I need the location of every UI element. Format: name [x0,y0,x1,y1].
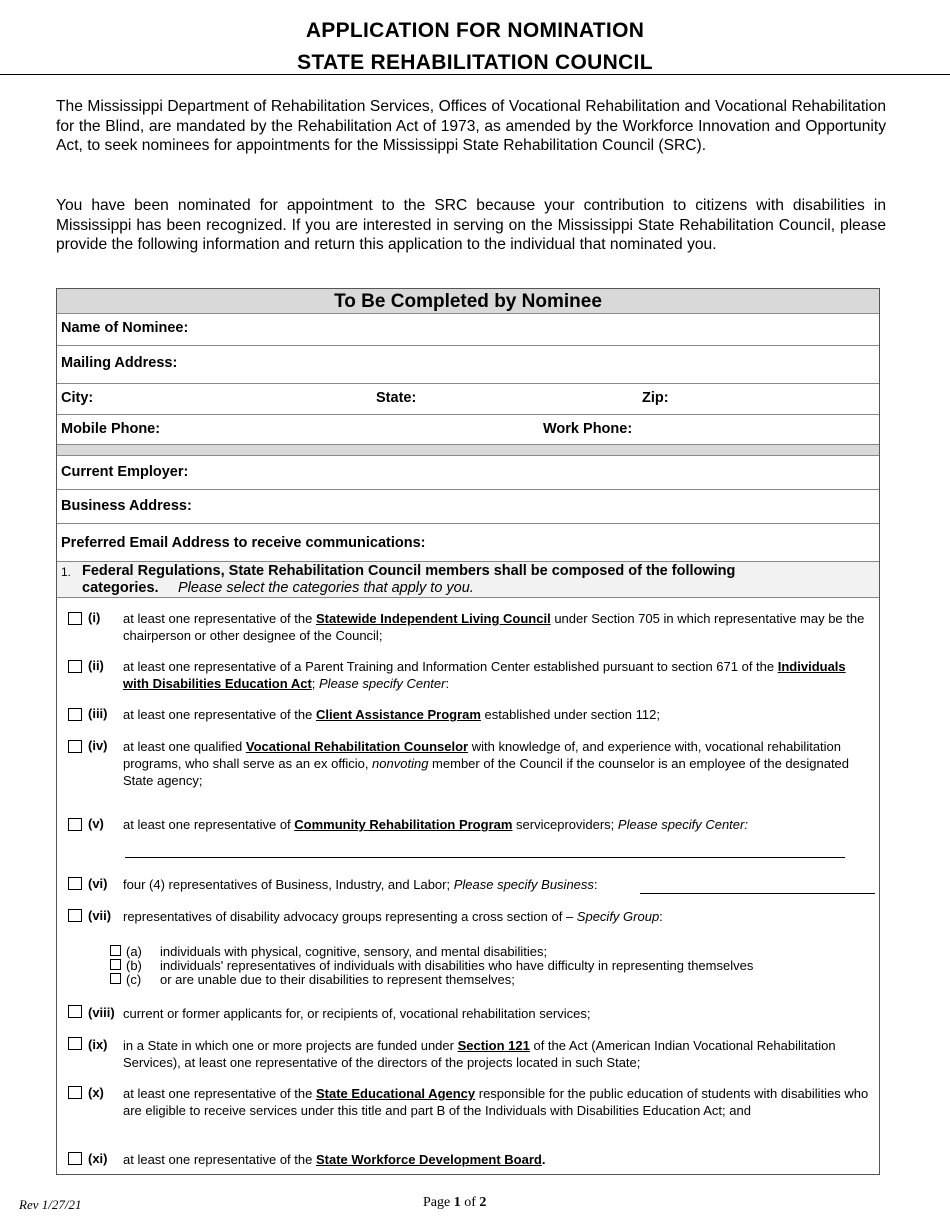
category-i-text [123,610,875,644]
category-vi-italic: Please specify Business [453,877,594,892]
category-vii-post2: : [659,909,663,924]
category-ii-post2: : [445,676,450,691]
category-i-link[interactable]: Statewide Independent Living Council [315,611,551,626]
category-iv-italic: nonvoting [372,756,429,771]
category-x-text [123,1085,875,1119]
page-of: of [464,1195,476,1210]
category-viii-text: current or former applicants for, or recipients of, vocational rehabilitation services; [123,1006,591,1021]
category-xi-number: (xi) [88,1151,108,1166]
checkbox-iv[interactable] [68,740,82,753]
subitem-c-letter: (c) [126,972,142,987]
checkbox-vii-a[interactable] [110,945,121,956]
title-line-2: STATE REHABILITATION COUNCIL [297,51,653,74]
category-iii-text [123,706,875,723]
category-x-number: (x) [88,1085,104,1100]
subitem-a-letter: (a) [126,944,142,959]
zip-label: Zip: [642,390,669,406]
category-ix-text [123,1037,875,1071]
subitem-c-text: or are unable due to their disabilities to represent themselves; [160,972,515,987]
category-ix-number: (ix) [88,1037,108,1052]
category-ix-link[interactable]: Section 121 [457,1038,530,1053]
category-iv-number: (iv) [88,738,108,753]
category-ii-italic: Please specify Center [319,676,446,691]
category-ix-post: of the Act (American Indian Vocational Rehabilitation Services), at least one representative of the directors of the projects located in such State; [123,1038,836,1070]
checkbox-vii[interactable] [68,909,82,922]
section-instruction: Please select the categories that apply to you. [178,580,474,596]
category-iii-link[interactable]: Client Assistance Program [315,707,481,722]
category-v-italic: Please specify Center: [617,817,748,832]
revision-date: Rev 1/27/21 [19,1197,82,1212]
category-iv-post2: member of the Council if the counselor is an employee of the designated State agency; [123,756,850,788]
category-xi-post: . [541,1152,546,1167]
checkbox-ix[interactable] [68,1037,82,1050]
form-heading: To Be Completed by Nominee [57,289,879,314]
mailing-row[interactable] [57,346,879,384]
title-line-1: APPLICATION FOR NOMINATION [305,19,645,42]
category-iii-pre: at least one representative of the [123,707,316,722]
checkbox-viii[interactable] [68,1005,82,1018]
category-ii-text [123,658,875,692]
category-ii-post: ; [311,676,320,691]
checkbox-x[interactable] [68,1086,82,1099]
subitem-a-text: individuals with physical, cognitive, sensory, and mental disabilities; [160,944,548,959]
name-row[interactable] [57,314,879,346]
city-label: City: [61,390,94,406]
email-label: Preferred Email Address to receive communications: [61,535,426,551]
checkbox-vii-c[interactable] [110,973,121,984]
category-i-number: (i) [88,610,101,625]
category-v-link[interactable]: Community Rehabilitation Program [294,817,513,832]
category-v-number: (v) [88,816,104,831]
subitem-b-text: individuals' representatives of individuals with disabilities who have difficulty in representing themselves [160,958,754,973]
checkbox-vi[interactable] [68,877,82,890]
mobile-phone-label: Mobile Phone: [61,421,161,437]
checkbox-ii[interactable] [68,660,82,673]
state-label: State: [376,390,417,406]
employer-label: Current Employer: [61,464,189,480]
name-label: Name of Nominee: [61,320,189,336]
city-state-zip-row[interactable] [57,384,879,415]
category-iii-post: established under section 112; [480,707,660,722]
category-iv-link[interactable]: Vocational Rehabilitation Counselor [245,739,469,754]
checkbox-v[interactable] [68,818,82,831]
category-v-text [123,816,875,833]
category-i-post: under Section 705 in which representative may be the chairperson or other designee of the Council; [123,611,865,643]
email-row[interactable] [57,524,879,562]
category-iv-text [123,738,875,789]
page-total: 2 [479,1195,487,1210]
form-divider [57,445,879,456]
category-iv-post: with knowledge of, and experience with, vocational rehabilitation programs, who shall serve as an ex officio, [123,739,842,771]
category-vi-post2: : [593,877,598,892]
center-specify-line[interactable] [125,857,845,858]
category-xi-link[interactable]: State Workforce Development Board [315,1152,542,1167]
page-current: 1 [453,1195,461,1210]
category-iv-pre: at least one qualified [123,739,246,754]
category-x-post: responsible for the public education of students with disabilities who are eligible to receive services under this title and part B of the Individuals with Disabilities Education Act; and [123,1086,869,1118]
category-xi-pre: at least one representative of the [123,1152,316,1167]
category-v-post: serviceproviders; [512,817,618,832]
section-number: 1. [61,565,72,579]
section-1-header [57,562,879,598]
section-title-2: categories. [82,580,159,596]
category-x-link[interactable]: State Educational Agency [315,1086,476,1101]
title-rule [0,74,950,75]
category-ii-number: (ii) [88,658,104,673]
category-vi-pre: four (4) representatives of Business, Industry, and Labor; [123,877,454,892]
mailing-label: Mailing Address: [61,355,178,371]
checkbox-vii-b[interactable] [110,959,121,970]
category-x-pre: at least one representative of the [123,1086,316,1101]
business-address-label: Business Address: [61,498,192,514]
employer-row[interactable] [57,456,879,490]
category-ix-pre: in a State in which one or more projects are funded under [123,1038,458,1053]
category-vi-number: (vi) [88,876,108,891]
work-phone-label: Work Phone: [543,421,633,437]
checkbox-iii[interactable] [68,708,82,721]
section-title: Federal Regulations, State Rehabilitation Council members shall be composed of the following [82,563,736,579]
category-vii-number: (vii) [88,908,112,923]
category-iii-number: (iii) [88,706,108,721]
phone-row[interactable] [57,415,879,445]
intro-paragraph-1: The Mississippi Department of Rehabilitation Services, Offices of Vocational Rehabilitation and Vocational Rehabilitation for the Blind, are mandated by the Rehabilitation Act of 1973, as amended by the Workforce Innovation and Opportunity Act, to seek nominees for appointments for the Mississippi State Rehabilitation Council (SRC). [56,98,886,155]
checkbox-i[interactable] [68,612,82,625]
category-vii-italic: Specify Group [576,909,660,924]
business-specify-line[interactable] [640,893,875,894]
checkbox-xi[interactable] [68,1152,82,1165]
subitem-b-letter: (b) [126,958,142,973]
category-vii-text [123,908,875,925]
category-vii-pre: representatives of disability advocacy groups representing a cross section of – [123,909,577,924]
business-address-row[interactable] [57,490,879,524]
category-xi-text [123,1151,875,1168]
intro-paragraph-2: You have been nominated for appointment to the SRC because your contribution to citizens with disabilities in Mississippi has been recognized. If you are interested in serving on the Mississippi State Rehabilitation Council, please provide the following information and return this application to the individual that nominated you. [56,197,886,254]
category-ii-link[interactable]: Individuals with Disabilities Education Act [123,659,846,691]
category-i-pre: at least one representative of the [123,611,316,626]
category-viii-number: (viii) [88,1005,115,1020]
category-v-pre: at least one representative of [123,817,295,832]
category-ii-pre: at least one representative of a Parent Training and Information Center established pursuant to section 671 of the [123,659,778,674]
page-prefix: Page [423,1195,451,1210]
category-vi-text [123,876,875,893]
page-number [423,1195,486,1211]
